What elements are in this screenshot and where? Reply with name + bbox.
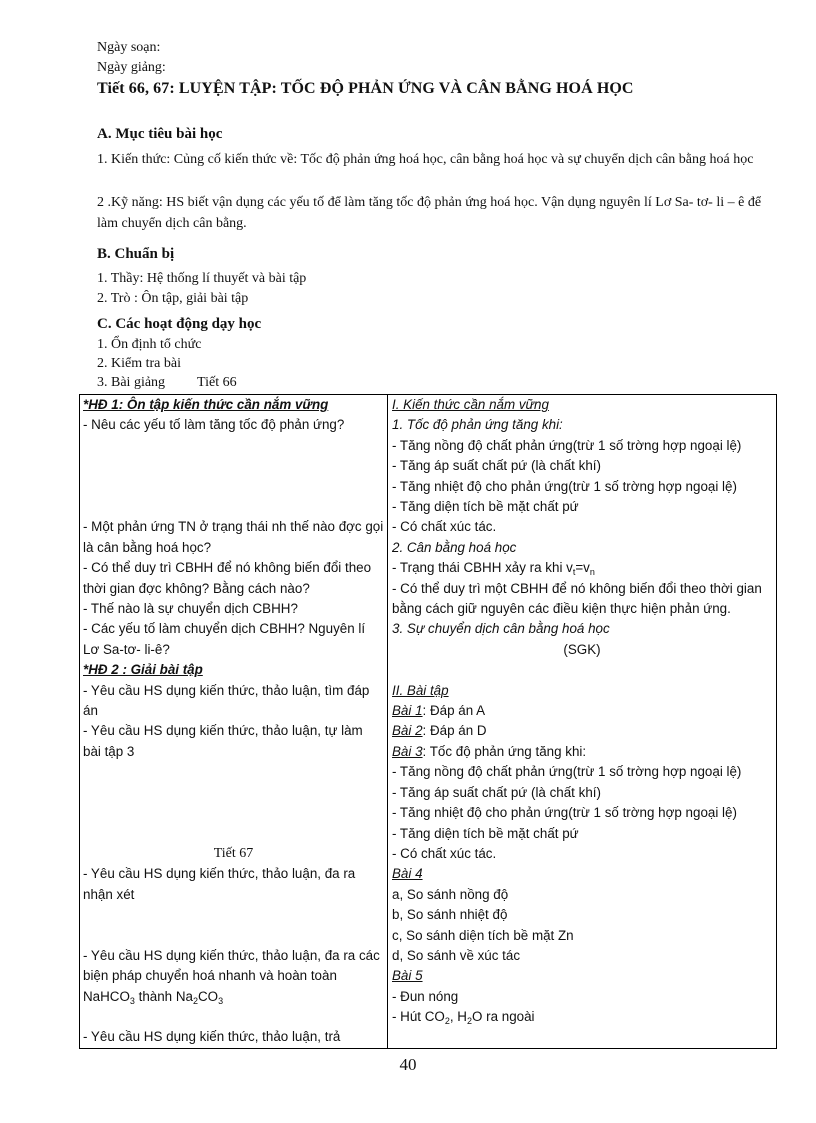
exercise-3-item-1: - Tăng nồng độ chất phản ứng(trừ 1 số trờng hợp ngoại lệ) xyxy=(392,764,742,780)
preparation-date: Ngày soạn: xyxy=(97,40,161,55)
task-5: - Yêu cầu HS dụng kiến thức, thảo luận, trả xyxy=(83,1029,341,1045)
question-2: - Một phản ứng TN ở trạng thái nh thế nào đợc gọi là cân bằng hoá học? xyxy=(83,519,384,555)
exercise-3-item-3: - Tăng nhiệt độ cho phản ứng(trừ 1 số trờng hợp ngoại lệ) xyxy=(392,805,737,821)
equilibrium-condition: - Trạng thái CBHH xảy ra khi $v_t=v_n$ xyxy=(392,560,595,578)
exercise-4-heading: Bài 4 xyxy=(392,866,423,882)
part-2-heading: II. Bài tập xyxy=(392,682,449,698)
activity-1-heading: *HĐ 1: Ôn tập kiến thức cần nắm vững xyxy=(83,397,329,412)
task-1: - Yêu cầu HS dụng kiến thức, thảo luận, tìm đáp án xyxy=(83,682,370,719)
exercise-4-a: a, So sánh nồng độ xyxy=(392,886,509,902)
exercise-4-b: b, So sánh nhiệt độ xyxy=(392,907,508,923)
exercise-5-heading: Bài 5 xyxy=(392,968,423,984)
task-4: - Yêu cầu HS dụng kiến thức, thảo luận, đa ra các biện pháp chuyển hoá nhanh và hoàn toàn NaHCO$_3$ thành $Na_2CO_3$ xyxy=(83,947,380,1006)
section-c-heading: C. Các hoạt động dạy học xyxy=(97,316,262,332)
activity-2-heading: *HĐ 2 : Giải bài tập xyxy=(83,662,203,678)
section-a-heading: A. Mục tiêu bài học xyxy=(97,126,223,142)
page-number: 40 xyxy=(399,1055,417,1074)
task-2: - Yêu cầu HS dụng kiến thức, thảo luận, tự làm bài tập 3 xyxy=(83,723,363,759)
section-c-item3-label: 3. Bài giảng xyxy=(97,375,166,390)
section-c-item3 xyxy=(97,375,237,391)
exercise-3-item-4: - Tăng diện tích bề mặt chất pứ xyxy=(392,825,579,841)
section-b-teacher: 1. Thầy: Hệ thống lí thuyết và bài tập xyxy=(97,271,307,286)
content-column xyxy=(388,395,777,1049)
exercise-5-item-2: - Hút $CO_2$, $H_2O$ ra ngoài xyxy=(392,1009,535,1027)
exercise-5-item-1: - Đun nóng xyxy=(392,988,459,1004)
rate-factor-4: - Tăng diện tích bề mặt chất pứ xyxy=(392,499,579,515)
section-a-skills: 2 .Kỹ năng: HS biết vận dụng các yếu tố để làm tăng tốc độ phản ứng hoá học. Vận dụng nguyên lí Lơ Sa- tơ- li – ê để làm chuyển dịch cân bằng. xyxy=(97,195,762,231)
question-3: - Có thể duy trì CBHH để nó không biến đổi theo thời gian đợc không? Bằng cách nào? xyxy=(83,560,372,596)
activities-table xyxy=(79,394,777,1049)
question-1: - Nêu các yếu tố làm tăng tốc độ phản ứng? xyxy=(83,417,345,433)
task-3: - Yêu cầu HS dụng kiến thức, thảo luận, đa ra nhận xét xyxy=(83,866,356,902)
equilibrium-heading: 2. Cân bằng hoá học xyxy=(392,539,517,555)
teaching-date: Ngày giảng: xyxy=(97,60,166,75)
exercise-2: Bài 2: Đáp án D xyxy=(392,723,487,739)
exercise-3-item-5: - Có chất xúc tác. xyxy=(392,845,497,861)
exercise-3: Bài 3: Tốc độ phản ứng tăng khi: xyxy=(392,743,587,759)
rate-factor-3: - Tăng nhiệt độ cho phản ứng(trừ 1 số trờng hợp ngoại lệ) xyxy=(392,478,737,494)
lesson-title: Tiết 66, 67: LUYỆN TẬP: TỐC ĐỘ PHẢN ỨNG VÀ CÂN BẰNG HOÁ HỌC xyxy=(97,80,634,97)
exercise-1: Bài 1: Đáp án A xyxy=(392,703,486,719)
part-1-heading: I. Kiến thức cần nắm vững xyxy=(392,397,549,412)
question-4: - Thế nào là sự chuyển dịch CBHH? xyxy=(83,601,298,616)
period-67-label: Tiết 67 xyxy=(213,845,254,861)
question-5: - Các yếu tố làm chuyển dịch CBHH? Nguyên lí Lơ Sa-tơ- li-ê? xyxy=(83,621,366,657)
section-c-item2: 2. Kiểm tra bài xyxy=(97,356,181,371)
reaction-rate-heading: 1. Tốc độ phản ứng tăng khi: xyxy=(392,417,563,433)
section-a-knowledge: 1. Kiến thức: Củng cố kiến thức về: Tốc độ phản ứng hoá học, cân bằng hoá học và sự chuyển dịch cân bằng hoá học xyxy=(97,152,754,167)
section-c-period: Tiết 66 xyxy=(197,375,237,390)
equilibrium-shift-heading: 3. Sự chuyển dịch cân bằng hoá học xyxy=(392,621,610,637)
rate-factor-5: - Có chất xúc tác. xyxy=(392,519,497,535)
exercise-4-d: d, So sánh về xúc tác xyxy=(392,947,521,963)
section-b-student: 2. Trò : Ôn tập, giải bài tập xyxy=(97,291,249,306)
rate-factor-2: - Tăng áp suất chất pứ (là chất khí) xyxy=(392,458,601,474)
sgk-reference: (SGK) xyxy=(563,641,601,657)
section-c-item1: 1. Ổn định tổ chức xyxy=(97,337,202,352)
section-b-heading: B. Chuẩn bị xyxy=(97,246,175,262)
exercise-3-item-2: - Tăng áp suất chất pứ (là chất khí) xyxy=(392,784,601,800)
teacher-activities-column xyxy=(80,395,388,1049)
exercise-4-c: c, So sánh diện tích bề mặt Zn xyxy=(392,927,574,943)
equilibrium-maintain: - Có thể duy trì một CBHH để nó không biến đổi theo thời gian bằng cách giữ nguyên các điều kiện thực hiện phản ứng. xyxy=(392,580,762,617)
rate-factor-1: - Tăng nồng độ chất phản ứng(trừ 1 số trờng hợp ngoại lệ) xyxy=(392,437,742,453)
